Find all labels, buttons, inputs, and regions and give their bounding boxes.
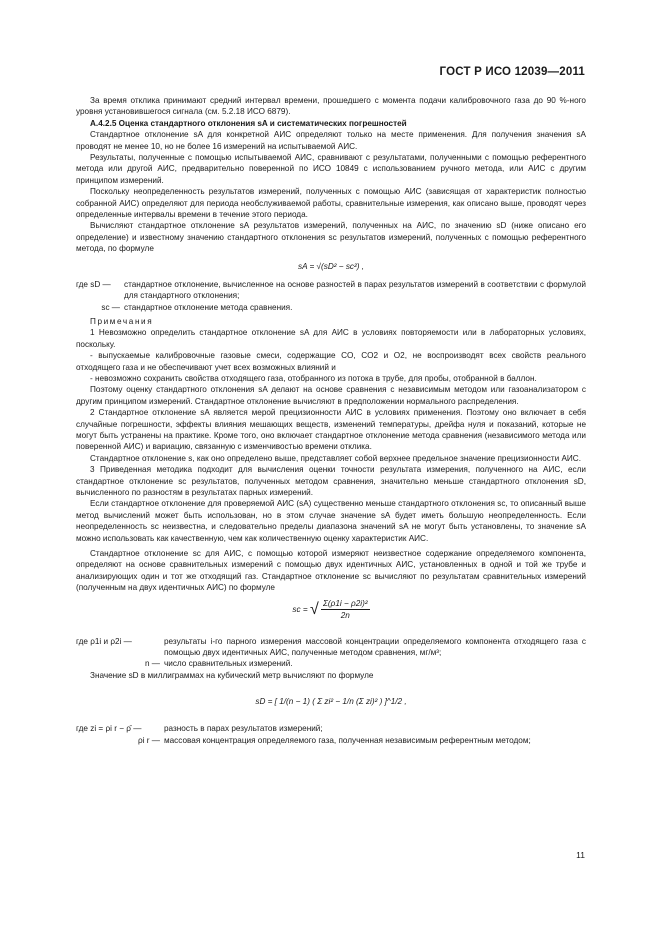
- page-body: [76, 95, 586, 746]
- definition-symbol: где sD —: [76, 279, 111, 289]
- definition-text: число сравнительных измерений.: [164, 659, 293, 669]
- definition-sd: [76, 279, 586, 302]
- definition-n: [76, 658, 586, 669]
- definition-text: разность в парах результатов измерений;: [164, 724, 323, 734]
- definition-text: стандартное отклонение метода сравнения.: [124, 302, 293, 312]
- definition-symbol: ρi r —: [138, 735, 160, 745]
- note-1: 1 Невозможно определить стандартное отклонение sA для АИС в условиях повторяемости или в лабораторных условиях, поскольку.: [76, 328, 586, 349]
- definition-symbol: sc —: [101, 302, 120, 312]
- page-number: 11: [576, 850, 585, 860]
- definition-sc: [76, 302, 586, 313]
- notes-title: Примечания: [90, 316, 154, 326]
- formula-sa: sA = √(sD² − sc²) ,: [297, 261, 365, 271]
- definition-zi: [76, 723, 586, 734]
- sqrt-sign: √: [309, 600, 319, 618]
- note-2: 2 Стандартное отклонение sA является мерой прецизионности АИС в условиях применения. Поэтому оно включает в себя случайные погрешности, эффекты влияния мешающих веществ, изменений температуры, дрейфа нуля и показаний, которые не могут быть устранены на практике. Кроме того, оно включает стандартное отклонение метода сравнения (независимого метода или поверенной АИС) и вариацию, связанную с изменчивостью времени отклика.: [76, 408, 586, 452]
- definition-text: результаты i-го парного измерения массовой концентрации определяемого компонента отходящего газа с помощью двух идентичных АИС, полученные методом сравнения, мг/м³;: [164, 636, 586, 658]
- paragraph-response-time: За время отклика принимают средний интервал времени, прошедшего с момента подачи калибровочного газа до 90 %-ного уровня установившегося сигнала (см. 5.2.18 ИСО 6879).: [76, 96, 586, 117]
- section-heading-a425: А.4.2.5 Оценка стандартного отклонения sA и систематических погрешностей: [90, 118, 407, 128]
- document-header: ГОСТ Р ИСО 12039—2011: [439, 66, 585, 78]
- definition-symbol: n —: [144, 659, 160, 669]
- definition-symbol: где zi = ρi r − ρ̄ —: [76, 724, 142, 734]
- definition-rho: [76, 636, 586, 659]
- note-2-conclusion: Стандартное отклонение s, как оно определено выше, представляет собой верхнее предельное значение прецизионности АИС.: [90, 453, 581, 463]
- definition-text: массовая концентрация определяемого газа, полученная независимым референтным методом;: [164, 735, 531, 745]
- formula-sc-denominator: 2n: [340, 611, 350, 621]
- formula-sc-numerator: Σ(ρ1i − ρ2i)²: [321, 598, 370, 610]
- paragraph-uncertainty: Поскольку неопределенность результатов измерений, полученных с помощью АИС (зависящая от характеристик полностью собранной АИС) определяют для периода необслуживаемой работы, сравнительные измерения, как описано выше, проводят через определенные интервалы времени в течение этого периода.: [76, 187, 586, 220]
- formula-sd: sD = [ 1/(n − 1) ( Σ zi² − 1/n (Σ zi)² ) ]^1/2 ,: [255, 697, 407, 707]
- paragraph-compute-sa: Вычисляют стандартное отклонение sA результатов измерений, полученных на АИС, по значению sD (ниже описано его определение) и известному значению стандартного отклонения sc результатов измерений, полученных с помощью референтного метода, по формуле: [76, 221, 586, 254]
- formula-sc-lhs: sc =: [292, 604, 308, 614]
- paragraph-sa-definition: Стандартное отклонение sA для конкретной АИС определяют только на месте применения. Для получения значения sA проводят не менее 10, но не более 16 измерений на испытываемой АИС.: [76, 130, 586, 151]
- note-1-item-b: - невозможно сохранить свойства отходящего газа, отобранного из потока в трубе, для пробы, отобранной в баллон.: [90, 373, 537, 383]
- note-3: 3 Приведенная методика подходит для вычисления оценки точности результата измерения, полученного на АИС, если стандартное отклонение sc результатов, полученных методом сравнения, значительно меньше стандартного отклонения sD, вычисленного по разностям в результатах парных измерений.: [76, 465, 586, 497]
- formula-sc: [76, 598, 586, 632]
- note-1-conclusion: Поэтому оценку стандартного отклонения sA делают на основе сравнения с независимым методом или газоанализатором с другим принципом измерений. Стандартное отклонение вычисляют в предположении нормального распределения.: [76, 385, 586, 406]
- definition-symbol: где ρ1i и ρ2i —: [76, 636, 132, 646]
- definition-text: стандартное отклонение, вычисленное на основе разностей в парах результатов измерений в соответствии с формулой для стандартного отклонения;: [124, 279, 586, 301]
- formula-sc-fraction: [321, 598, 370, 622]
- paragraph-comparison: Результаты, полученные с помощью испытываемой АИС, сравнивают с результатами, полученными с помощью референтного метода или другой АИС, предварительно поверенной по ИСО 10849 с использованием ручного метода, или АИС с другим принципом измерений.: [76, 153, 586, 185]
- paragraph-sd-intro: Значение sD в миллиграммах на кубический метр вычисляют по формуле: [90, 670, 374, 680]
- note-1-item-a: - выпускаемые калибровочные газовые смеси, содержащие CO, CO2 и O2, не воспроизводят всех свойств реального отходящего газа и не обеспечивают учет всех возможных влияний и: [76, 351, 586, 372]
- note-3-continuation: Если стандартное отклонение для проверяемой АИС (sA) существенно меньше стандартного отклонения sc, то описанный выше метод вычислений может быть использован, но в этом случае значение sA будет иметь большую неопределенность. Если неопределенность sc неизвестна, и следовательно пределы диапазона значений sA не могут быть установлены, то значение sA можно использовать как качественную, чем как количественную оценку характеристик АИС.: [76, 499, 586, 543]
- definition-rho-ir: [76, 735, 586, 746]
- paragraph-sc-determination: Стандартное отклонение sc для АИС, с помощью которой измеряют неизвестное содержание определяемого компонента, определяют на основе сравнительных измерений с помощью двух идентичных АИС, установленных в одной и той же трубе и анализирующих один и тот же отходящий газ. Стандартное отклонение sc вычисляют по результатам сравнительных измерений (полученным на двух идентичных АИС) по формуле: [76, 549, 586, 593]
